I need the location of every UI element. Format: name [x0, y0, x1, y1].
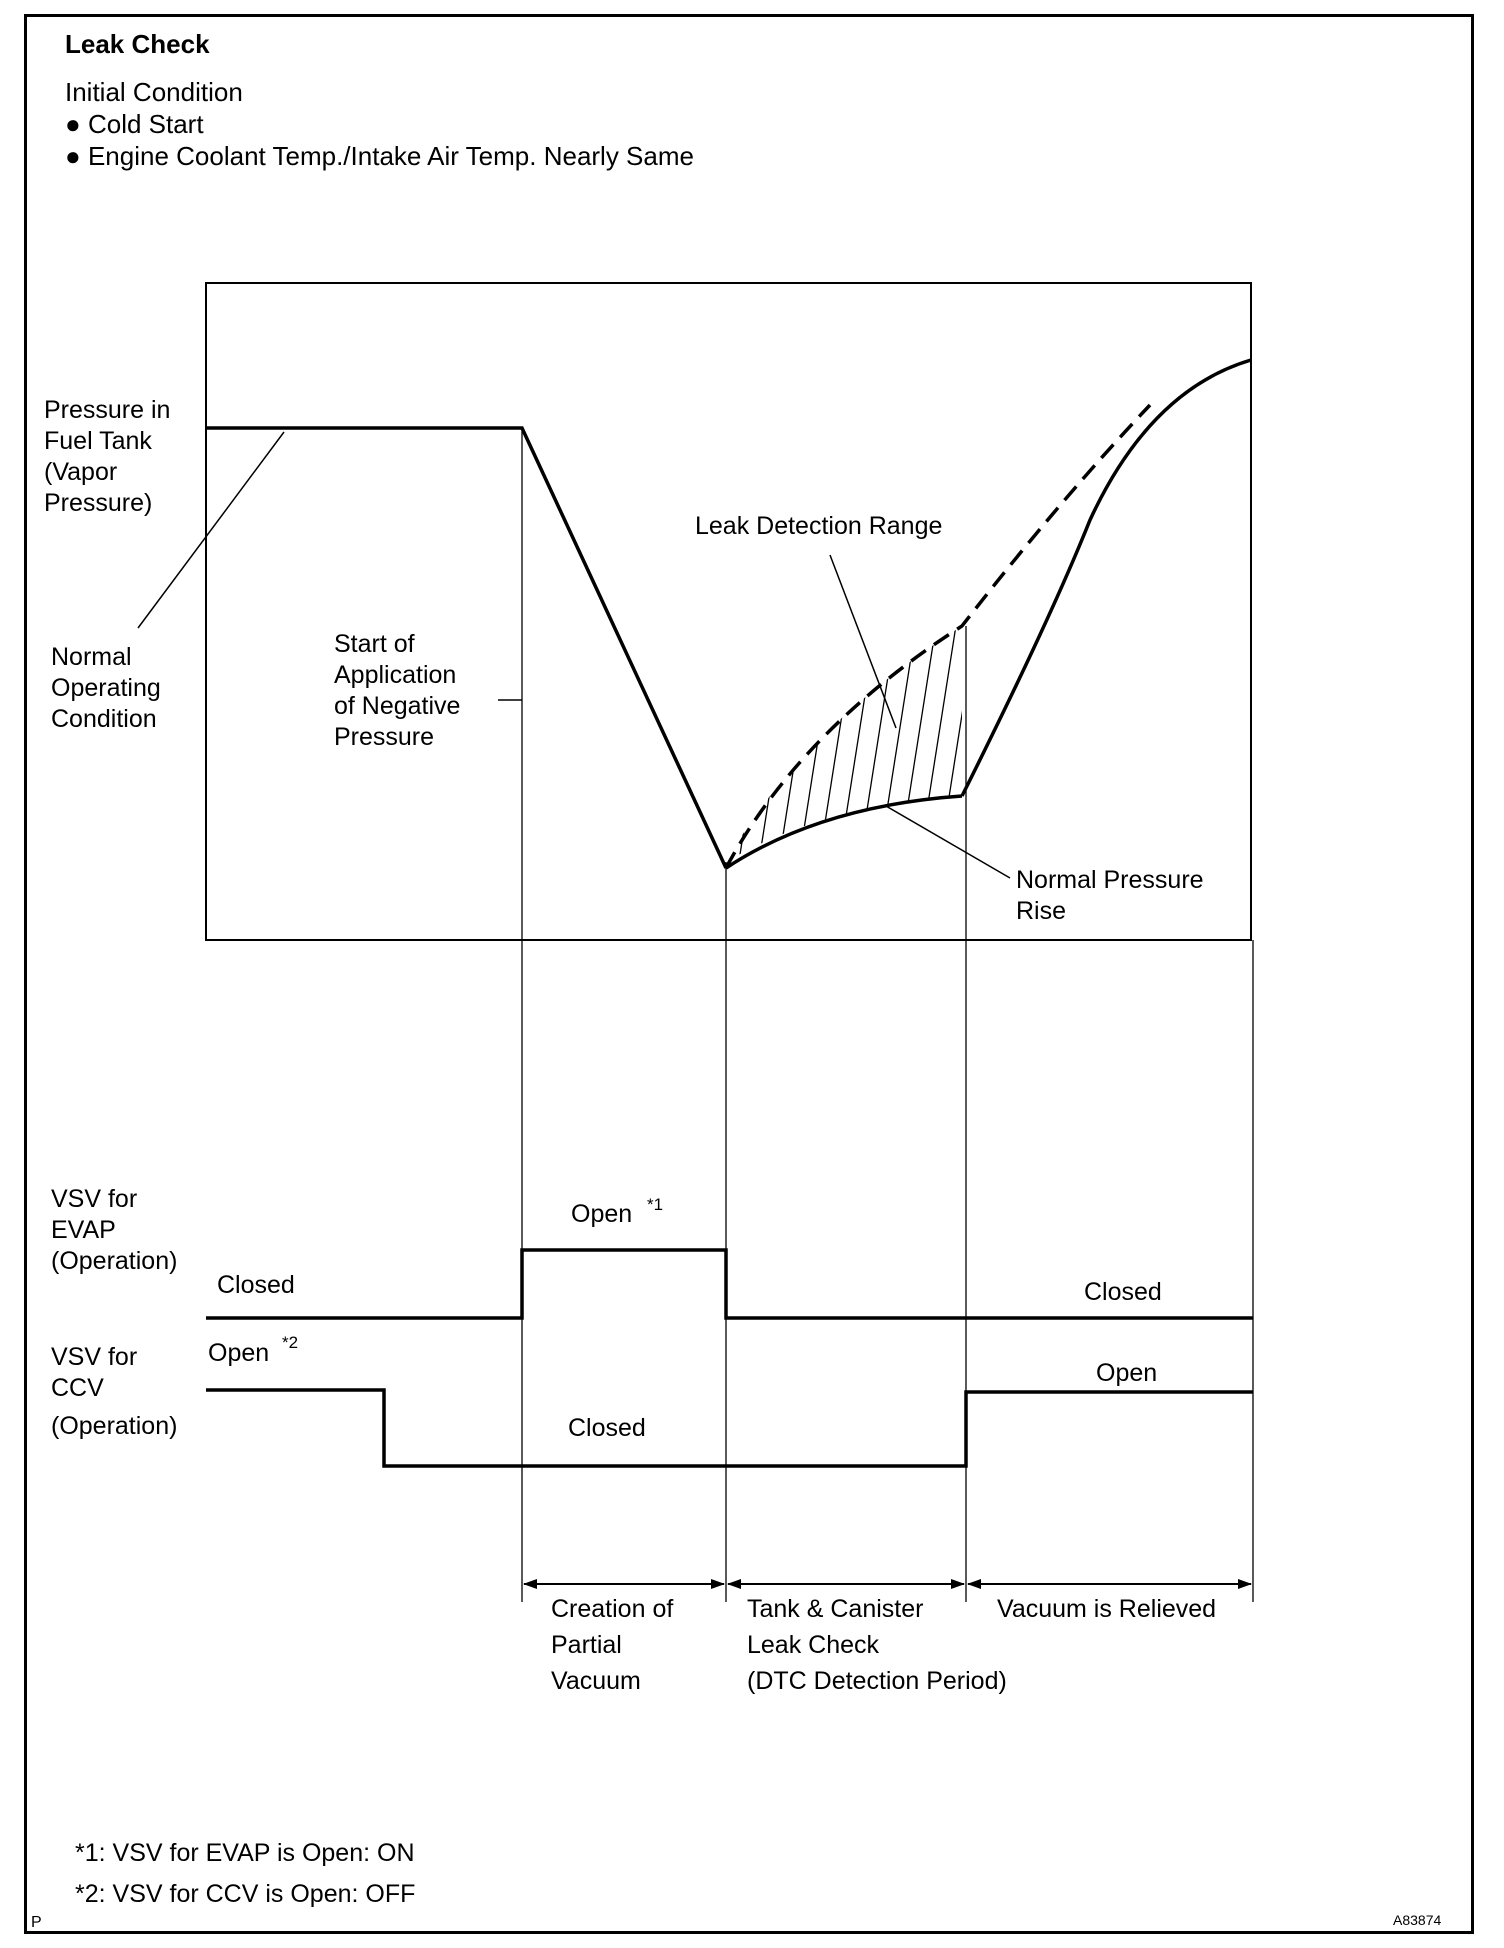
corner-letter: P — [31, 1914, 42, 1931]
pressure-graph-box — [206, 283, 1251, 940]
ccv-open-left-label: Open — [208, 1339, 270, 1367]
leak-range-leader — [830, 555, 896, 728]
ccv-label: VSV for CCV (Operation) — [51, 1343, 178, 1440]
bullet-icon: ● — [65, 109, 81, 139]
bullet-icon: ● — [65, 141, 81, 171]
evap-open-footnote-mark: *1 — [647, 1195, 664, 1214]
pressure-recovery-curve — [962, 360, 1251, 796]
evap-label: VSV for EVAP (Operation) — [51, 1185, 178, 1275]
creation-period-label: Creation of Partial Vacuum — [551, 1595, 674, 1695]
ccv-open-right-label: Open — [1096, 1359, 1158, 1387]
normal-operating-label: Normal Operating Condition — [51, 643, 161, 733]
diagram-title: Leak Check — [65, 29, 210, 59]
pressure-curve-drop — [206, 428, 726, 868]
evap-closed-right-label: Closed — [1084, 1278, 1162, 1306]
ccv-signal-line — [206, 1390, 1253, 1466]
vacuum-relieved-label: Vacuum is Relieved — [997, 1595, 1217, 1623]
condition-text-2: Engine Coolant Temp./Intake Air Temp. Nearly Same — [87, 141, 694, 171]
leak-detection-hatch — [736, 600, 1000, 880]
ccv-closed-label: Closed — [568, 1414, 646, 1442]
normal-pressure-rise-curve — [726, 796, 962, 868]
evap-open-label: Open — [571, 1200, 633, 1228]
pressure-axis-label: Pressure in Fuel Tank (Vapor Pressure) — [44, 396, 171, 517]
normal-rise-leader — [886, 806, 1010, 878]
leak-check-period-label: Tank & Canister Leak Check (DTC Detection Period) — [747, 1595, 1007, 1695]
condition-text-1: Cold Start — [87, 109, 204, 139]
evap-closed-left-label: Closed — [217, 1271, 295, 1299]
normal-pressure-rise-label: Normal Pressure Rise — [1016, 866, 1204, 925]
start-negative-pressure-label: Start of Application of Negative Pressure — [334, 630, 461, 751]
footnote-1: *1: VSV for EVAP is Open: ON — [75, 1839, 415, 1867]
figure-code: A83874 — [1393, 1912, 1442, 1928]
footnote-2: *2: VSV for CCV is Open: OFF — [75, 1880, 416, 1908]
leak-detection-range-label: Leak Detection Range — [695, 512, 943, 540]
initial-condition-heading: Initial Condition — [65, 77, 243, 107]
normal-operating-leader — [138, 432, 284, 628]
ccv-open-footnote-mark: *2 — [282, 1333, 299, 1352]
